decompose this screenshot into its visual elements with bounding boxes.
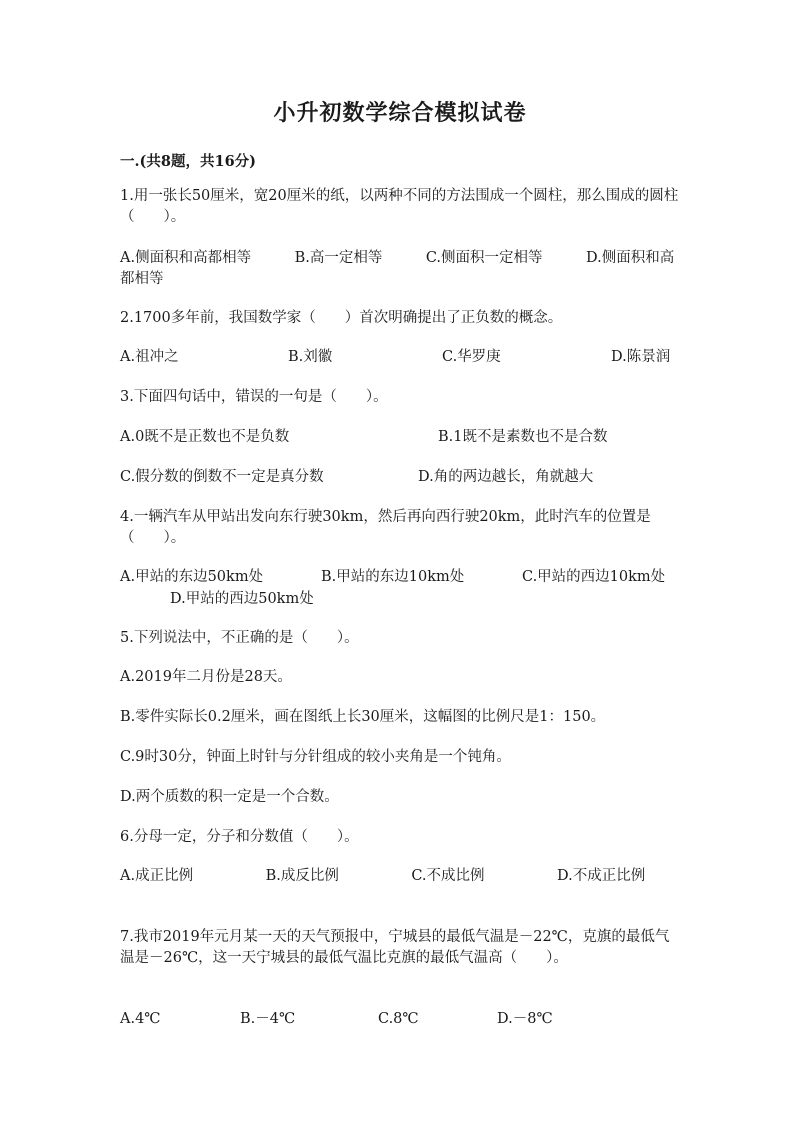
question-2-stem: 2.1700多年前，我国数学家（ ）首次明确提出了正负数的概念。: [120, 310, 563, 326]
option-b: B.1既不是素数也不是合数: [438, 429, 608, 445]
option-b: B.刘徽: [288, 349, 333, 365]
option-c: C.8℃: [378, 1011, 419, 1027]
question-3-stem: 3.下面四句话中，错误的一句是（ ）。: [120, 389, 388, 405]
option-d: D.甲站的西边50km处: [170, 591, 314, 607]
question-1-options: A.侧面积和高都相等 B.高一定相等 C.侧面积一定相等 D.侧面积和高都相等: [120, 250, 675, 287]
option-a: A.甲站的东边50km处: [120, 569, 264, 585]
question-6-options: A.成正比例 B.成反比例 C.不成比例 D.不成正比例: [120, 868, 646, 884]
question-7-options: [120, 1009, 680, 1030]
option-a: A.祖冲之: [120, 349, 179, 365]
question-5-option-d: D.两个质数的积一定是一个合数。: [120, 789, 339, 805]
question-5-stem: 5.下列说法中，不正确的是（ ）。: [120, 630, 359, 646]
question-4-options-row1: [120, 567, 680, 588]
question-2-options: [120, 347, 680, 368]
option-c: C.假分数的倒数不一定是真分数: [120, 469, 324, 485]
section-heading: 一.(共8题，共16分): [120, 153, 257, 170]
question-4-stem: 4.一辆汽车从甲站出发向东行驶30km，然后再向西行驶20km，此时汽车的位置是（ ）。: [120, 509, 651, 546]
question-1-stem: 1.用一张长50厘米，宽20厘米的纸，以两种不同的方法围成一个圆柱，那么围成的圆柱（ ）。: [120, 188, 679, 225]
question-3-options-row1: [120, 427, 680, 448]
question-5-option-b: B.零件实际长0.2厘米，画在图纸上长30厘米，这幅图的比例尺是1：150。: [120, 709, 606, 725]
question-6-stem: 6.分母一定，分子和分数值（ ）。: [120, 829, 359, 845]
question-5-option-c: C.9时30分，钟面上时针与分针组成的较小夹角是一个钝角。: [120, 749, 511, 765]
option-b: B.－4℃: [240, 1011, 296, 1027]
question-3-options-row2: [120, 467, 680, 488]
option-a: A.0既不是正数也不是负数: [120, 429, 290, 445]
question-4-options-row2: [120, 589, 680, 610]
option-d: D.陈景润: [611, 349, 671, 365]
option-d: D.－8℃: [497, 1011, 553, 1027]
option-c: C.甲站的西边10km处: [522, 569, 666, 585]
option-b: B.甲站的东边10km处: [321, 569, 465, 585]
page-title: 小升初数学综合模拟试卷: [273, 100, 527, 126]
question-7-stem: 7.我市2019年元月某一天的天气预报中，宁城县的最低气温是－22℃，克旗的最低气温是－26℃，这一天宁城县的最低气温比克旗的最低气温高（ ）。: [120, 929, 670, 966]
option-c: C.华罗庚: [442, 349, 501, 365]
question-5-option-a: A.2019年二月份是28天。: [120, 669, 292, 685]
option-d: D.角的两边越长，角就越大: [418, 469, 594, 485]
option-a: A.4℃: [120, 1011, 161, 1027]
